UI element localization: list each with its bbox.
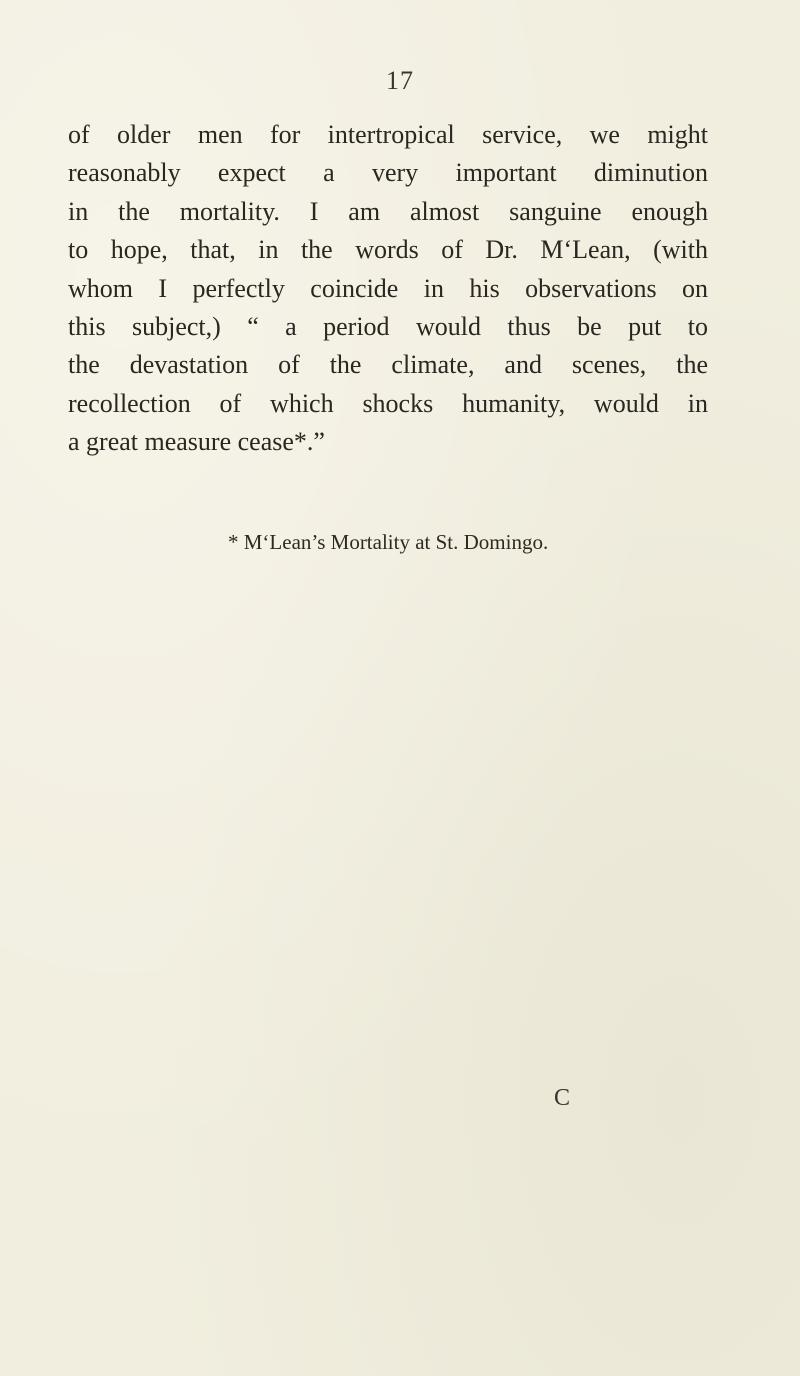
text-line: of older men for intertropical service, we might (68, 120, 708, 149)
signature-mark: C (554, 1085, 571, 1111)
text-line: recollection of which shocks humanity, would in (68, 388, 708, 418)
text-line: whom I perfectly coincide in his observations on (68, 273, 708, 303)
page-number: 17 (386, 66, 414, 95)
footnote: * M‘Lean’s Mortality at St. Domingo. (228, 530, 549, 554)
text-line-last: a great measure cease*.” (68, 427, 325, 457)
text-line: reasonably expect a very important diminution (68, 158, 708, 188)
text-line: this subject,) “ a period would thus be put to (68, 311, 708, 341)
text-line: in the mortality. I am almost sanguine enough (68, 196, 708, 226)
body-paragraph (68, 116, 708, 462)
text-line: the devastation of the climate, and scenes, the (68, 350, 708, 380)
text-line: to hope, that, in the words of Dr. M‘Lean, (with (68, 235, 708, 265)
